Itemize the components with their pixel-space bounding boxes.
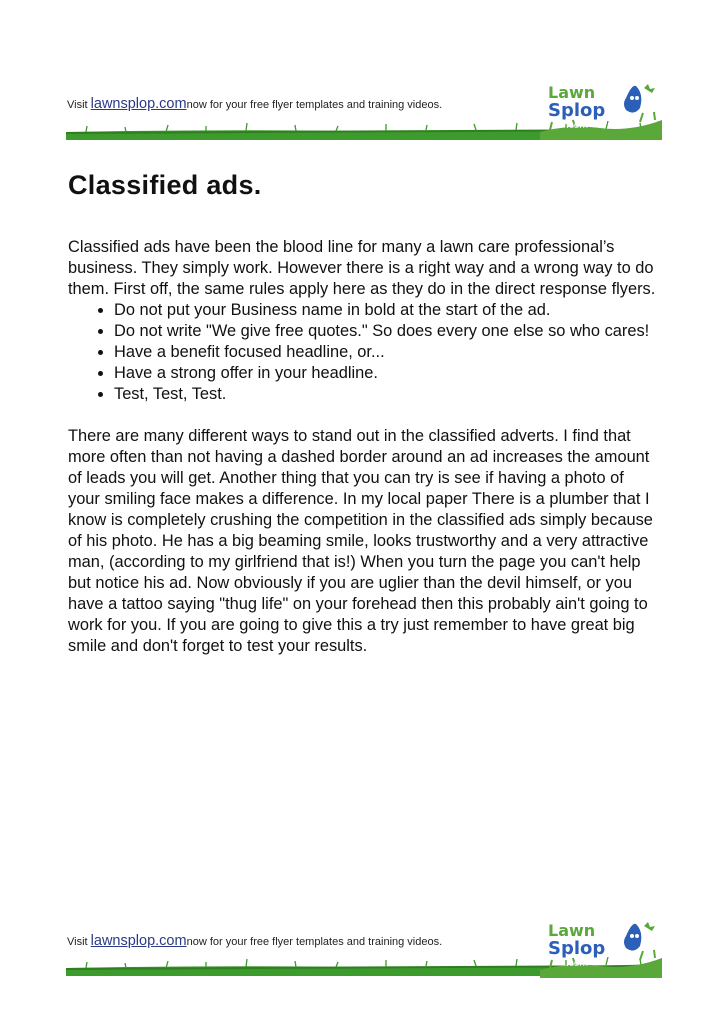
footer-visit-text: Visit: [67, 936, 88, 948]
footer-site-link[interactable]: lawnsplop.com: [90, 933, 187, 949]
footer-banner: [0, 921, 728, 992]
intro-paragraph: Classified ads have been the blood line for many a lawn care professional’s business. They simply work. However there is a right way and a wrong way to do them. First off, the same rules apply here as they do in the direct response flyers.: [68, 238, 656, 298]
lawnsplop-logo: [540, 80, 662, 140]
header-site-link[interactable]: lawnsplop.com: [90, 96, 187, 112]
footer-tagline: now for your free flyer templates and training videos.: [186, 936, 443, 948]
logo-word-lawn: Lawn: [548, 921, 596, 940]
header-banner: [0, 74, 728, 142]
logo-suffix: .com: [566, 959, 589, 969]
body-paragraph: There are many different ways to stand out in the classified adverts. I find that more often than not having a dashed border around an ad increases the amount of leads you will get. Another thing that you can try is see if having a photo of your smiling face makes a difference. In my local paper There is a plumber that I know is completely crushing the competition in the classified ads simply because of his photo. He has a big beaming smile, looks trustworthy and a very attractive man, (according to my girlfriend that is!) When you turn the page you can't help but notice his ad. Now obviously if you are uglier than the devil himself, or you have a tattoo saying "thug life" on your forehead then this probably ain't going to work for you. If you are going to give this a try just remember to have great big smile and don't forget to test your results.: [68, 427, 653, 655]
list-item: • Test, Test, Test.: [114, 384, 660, 405]
lawnsplop-logo: [540, 918, 662, 978]
header-visit-line: [67, 96, 442, 112]
list-item: • Do not put your Business name in bold at the start of the ad.: [114, 300, 660, 321]
list-item: • Do not write "We give free quotes." So does every one else so who cares!: [114, 321, 660, 342]
logo-word-lawn: Lawn: [548, 83, 596, 102]
tips-list: [68, 300, 660, 405]
logo-suffix: .com: [566, 121, 589, 131]
list-item: • Have a benefit focused headline, or...: [114, 342, 660, 363]
logo-word-splop: Splop: [548, 100, 606, 121]
footer-visit-line: [67, 933, 442, 949]
logo-word-splop: Splop: [548, 938, 606, 959]
article-title: Classified ads.: [68, 170, 262, 200]
header-tagline: now for your free flyer templates and training videos.: [186, 99, 443, 111]
header-visit-text: Visit: [67, 99, 88, 111]
article-content: [68, 237, 660, 657]
list-item: • Have a strong offer in your headline.: [114, 363, 660, 384]
